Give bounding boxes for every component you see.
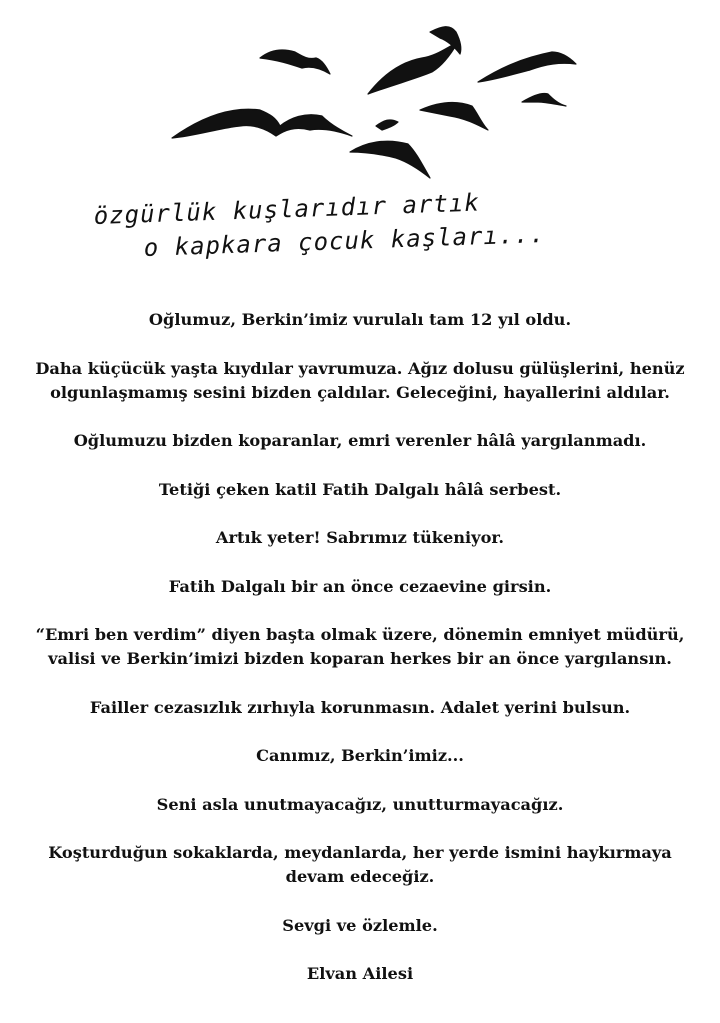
- letter-body: [20, 308, 700, 1011]
- flying-birds-icon: [90, 18, 610, 280]
- letter-paragraph: Failler cezasızlık zırhıyla korunmasın. Adalet yerini bulsun.: [89, 697, 631, 717]
- bird-shape: [350, 141, 430, 178]
- bird-shape: [420, 103, 488, 130]
- bird-shape: [522, 93, 566, 106]
- letter-paragraph: Seni asla unutmayacağız, unutturmayacağız.: [156, 794, 564, 814]
- handwritten-line-1: özgürlük kuşlarıdır artık: [93, 188, 481, 230]
- letter-paragraph: Koşturduğun sokaklarda, meydanlarda, her yerde ismini haykırmaya devam edeceğiz.: [48, 843, 672, 886]
- letter-paragraph: Canımız, Berkin’imiz...: [256, 746, 464, 765]
- letter-paragraph: Daha küçücük yaşta kıydılar yavrumuza. Ağız dolusu gülüşlerini, henüz olgunlaşmamış sesini bizden çaldılar. Geleceğini, hayallerini aldılar.: [35, 358, 685, 402]
- letter-paragraph: Fatih Dalgalı bir an önce cezaevine girsin.: [168, 576, 552, 596]
- letter-paragraph: Artık yeter! Sabrımız tükeniyor.: [215, 528, 505, 547]
- handwritten-line-2: o kapkara çocuk kaşları...: [143, 219, 546, 262]
- bird-shape: [478, 52, 576, 82]
- letter-paragraph: Tetiği çeken katil Fatih Dalgalı hâlâ serbest.: [158, 479, 562, 499]
- letter-paragraph: Oğlumuzu bizden koparanlar, emri verenler hâlâ yargılanmadı.: [73, 431, 647, 450]
- signature: Elvan Ailesi: [306, 964, 414, 983]
- bird-shape: [376, 120, 398, 130]
- bird-shape: [172, 109, 352, 138]
- letter-paragraph: Oğlumuz, Berkin’imiz vurulalı tam 12 yıl oldu.: [148, 310, 572, 329]
- bird-shape: [260, 50, 330, 74]
- letter-paragraph: “Emri ben verdim” diyen başta olmak üzere, dönemin emniyet müdürü, valisi ve Berkin’imizi bizden koparan herkes bir an önce yargılansın.: [35, 625, 685, 668]
- header-illustration: [90, 18, 610, 280]
- bird-shape: [368, 42, 458, 94]
- letter-paragraph: Sevgi ve özlemle.: [282, 915, 438, 935]
